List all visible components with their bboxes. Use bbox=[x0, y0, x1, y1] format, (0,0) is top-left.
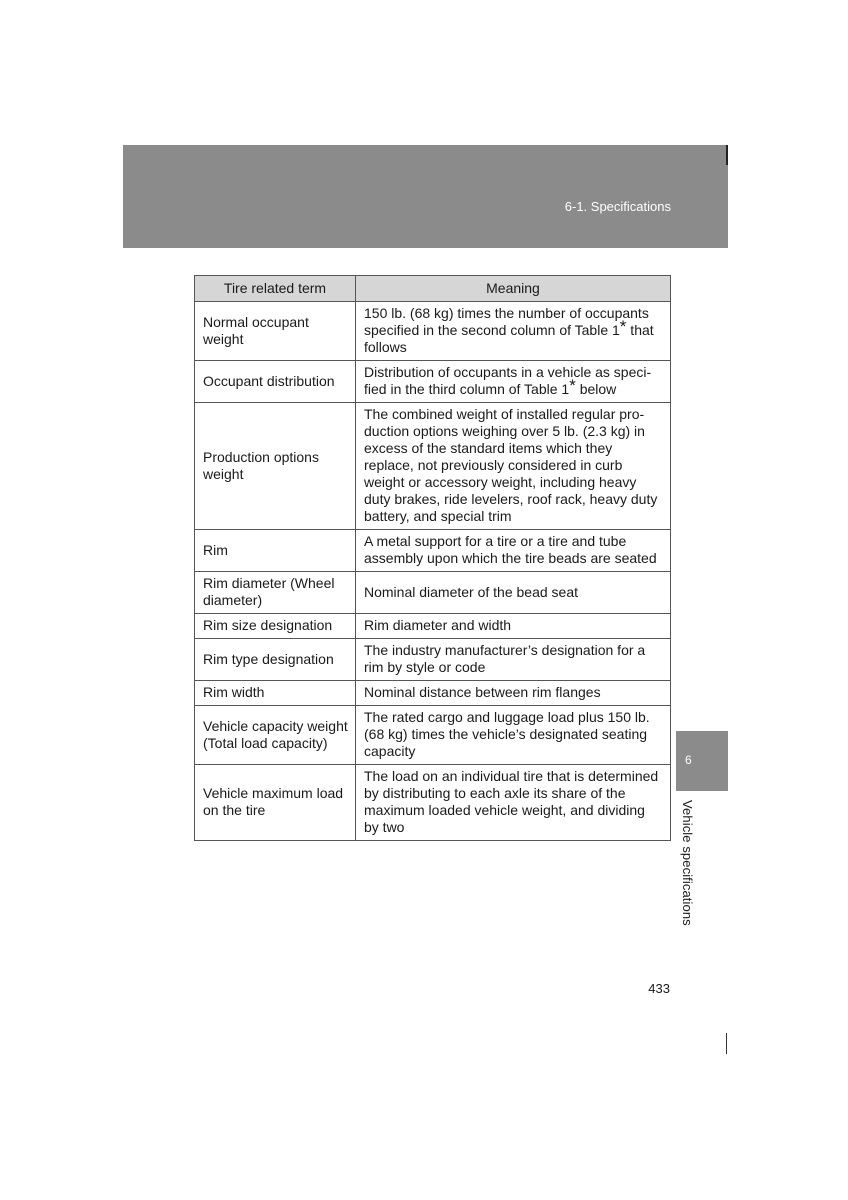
term-cell: Vehicle capacity weight (Total load capacity) bbox=[195, 706, 356, 765]
section-title: 6-1. Specifications bbox=[564, 199, 671, 214]
table-row bbox=[195, 765, 671, 841]
chapter-side-tab bbox=[676, 731, 728, 791]
term-cell: Production options weight bbox=[195, 403, 356, 530]
table-row bbox=[195, 530, 671, 572]
chapter-number: 6 bbox=[685, 753, 692, 767]
term-cell: Rim width bbox=[195, 681, 356, 706]
meaning-cell: Rim diameter and width bbox=[356, 614, 671, 639]
meaning-text-tail: that follows bbox=[364, 322, 654, 355]
table-row bbox=[195, 706, 671, 765]
table-header-row bbox=[195, 276, 671, 302]
meaning-text: Distribution of occupants in a vehicle as speci-fied in the third column of Table 1 bbox=[364, 364, 652, 397]
table-row bbox=[195, 361, 671, 403]
meaning-cell: The load on an individual tire that is determined by distributing to each axle its share of the maximum loaded vehicle weight, and dividing by two bbox=[356, 765, 671, 841]
table-row bbox=[195, 681, 671, 706]
meaning-cell: The combined weight of installed regular pro-duction options weighing over 5 lb. (2.3 kg) in excess of the standard items which they replace, not previously considered in curb weight or accessory weight, including heavy duty brakes, ride levelers, roof rack, heavy duty battery, and special trim bbox=[356, 403, 671, 530]
table-row bbox=[195, 639, 671, 681]
tire-terms-table bbox=[194, 275, 671, 841]
table-row bbox=[195, 572, 671, 614]
meaning-text-tail: below bbox=[575, 381, 617, 397]
meaning-cell: The rated cargo and luggage load plus 150 lb. (68 kg) times the vehicle’s designated seating capacity bbox=[356, 706, 671, 765]
header-crop-mark bbox=[726, 145, 728, 165]
term-cell: Normal occupant weight bbox=[195, 302, 356, 361]
footnote-mark: * bbox=[619, 317, 627, 336]
footer-crop-mark bbox=[726, 1033, 727, 1054]
meaning-cell bbox=[356, 302, 671, 361]
term-cell: Rim type designation bbox=[195, 639, 356, 681]
term-cell: Vehicle maximum load on the tire bbox=[195, 765, 356, 841]
footnote-mark: * bbox=[569, 376, 576, 395]
term-cell: Rim bbox=[195, 530, 356, 572]
term-cell: Occupant distribution bbox=[195, 361, 356, 403]
column-header-term: Tire related term bbox=[195, 276, 356, 302]
table-row bbox=[195, 614, 671, 639]
chapter-side-label: Vehicle specifications bbox=[680, 800, 695, 926]
term-cell: Rim size designation bbox=[195, 614, 356, 639]
meaning-cell: The industry manufacturer’s designation for a rim by style or code bbox=[356, 639, 671, 681]
column-header-meaning: Meaning bbox=[356, 276, 671, 302]
meaning-cell: Nominal diameter of the bead seat bbox=[356, 572, 671, 614]
meaning-cell: A metal support for a tire or a tire and tube assembly upon which the tire beads are seated bbox=[356, 530, 671, 572]
meaning-cell bbox=[356, 361, 671, 403]
meaning-cell: Nominal distance between rim flanges bbox=[356, 681, 671, 706]
table-row bbox=[195, 403, 671, 530]
term-cell: Rim diameter (Wheel diameter) bbox=[195, 572, 356, 614]
meaning-text: 150 lb. (68 kg) times the number of occupants specified in the second column of Table 1 bbox=[364, 305, 649, 338]
page-number: 433 bbox=[648, 981, 670, 996]
table-row bbox=[195, 302, 671, 361]
chapter-header-band bbox=[123, 145, 728, 248]
